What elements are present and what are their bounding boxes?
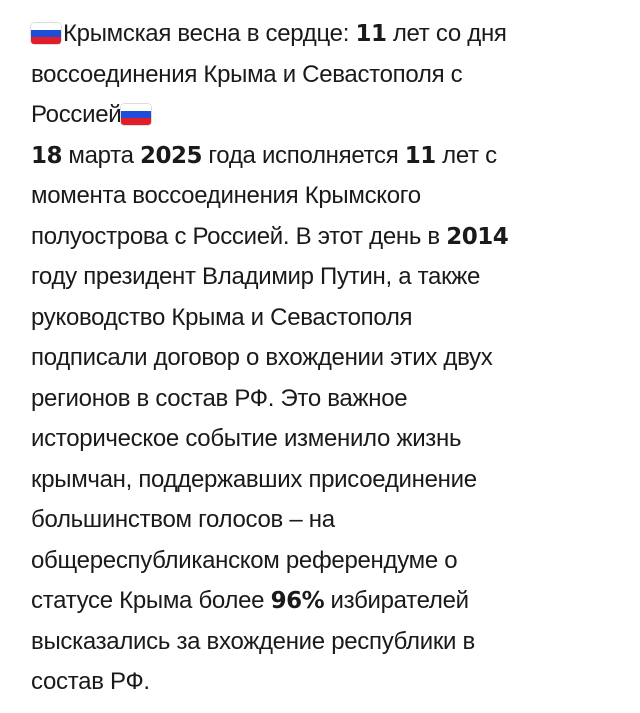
title-line-1 xyxy=(31,14,616,55)
body-line-2: момента воссоединения Крымского xyxy=(31,182,421,209)
body-line-9: крымчан, поддержавших присоединение xyxy=(31,465,477,493)
body-line-12 xyxy=(31,581,616,622)
title-line-2: воссоединения Крыма и Севастополя с xyxy=(31,60,463,88)
year-2014: 2014 xyxy=(446,223,509,250)
post-text xyxy=(31,14,616,703)
date-day: 18 xyxy=(31,142,63,169)
body-line-12-end: избирателей xyxy=(324,587,469,614)
body-line-6: подписали договор о вхождении этих двух xyxy=(31,344,493,371)
title-part-1: Крымская весна в сердце: xyxy=(63,20,356,47)
percent-value: 96% xyxy=(270,588,325,614)
body-line-4: году президент Владимир Путин, а также xyxy=(31,263,481,290)
title-line-3 xyxy=(31,95,616,136)
body-line-10: большинством голосов – на xyxy=(31,506,335,533)
body-after-years: лет с xyxy=(435,141,497,169)
title-part-2: лет со дня xyxy=(386,20,507,47)
date-month: марта xyxy=(62,141,140,169)
body-line-3 xyxy=(31,217,616,258)
body-line-14: состав РФ. xyxy=(31,668,150,695)
body-line-11: общереспубликанском референдуме о xyxy=(31,546,458,574)
title-russia: Россией xyxy=(31,101,122,128)
body-line-8: историческое событие изменило жизнь xyxy=(31,425,462,452)
date-year: 2025 xyxy=(140,142,203,169)
body-after-year: года исполняется xyxy=(202,141,405,169)
title-years-number: 11 xyxy=(355,21,387,47)
russian-flag-icon xyxy=(31,23,61,44)
russian-flag-icon xyxy=(121,104,151,125)
body-line-13: высказались за вхождение республики в xyxy=(31,627,475,655)
body-line-7: регионов в состав РФ. Это важное xyxy=(31,384,408,412)
body-years-number: 11 xyxy=(404,142,436,169)
body-line-12-text: статусе Крыма более xyxy=(31,587,271,614)
body-line-5: руководство Крыма и Севастополя xyxy=(31,303,413,331)
body-line-3-text: полуострова с Россией. В этот день в xyxy=(31,222,447,250)
body-line-1 xyxy=(31,136,616,177)
